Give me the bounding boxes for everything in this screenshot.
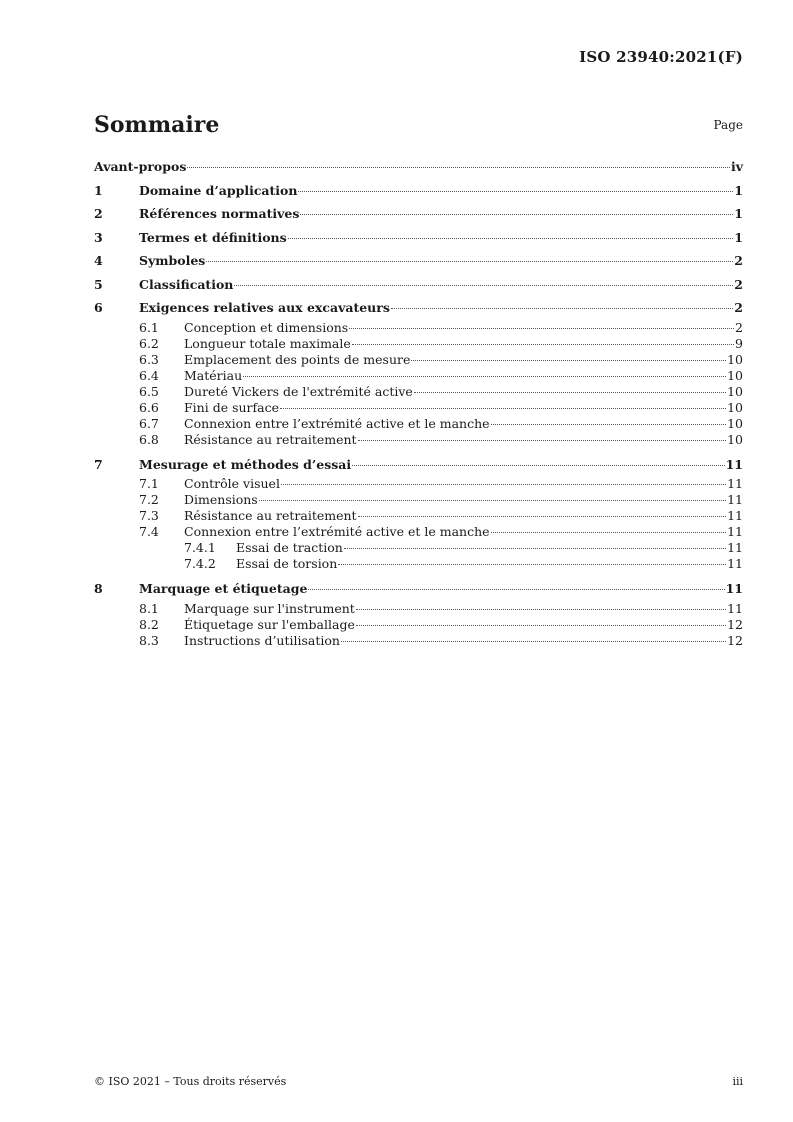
toc-entry-page: 2 — [734, 276, 743, 292]
dot-leader — [352, 465, 724, 466]
toc-subsection-6-7[interactable] — [94, 416, 743, 432]
toc-entry-title: Marquage et étiquetage — [139, 581, 308, 596]
toc-entry-number: 8 — [94, 581, 103, 596]
toc-entry-number: 8.2 — [139, 616, 159, 632]
toc-entry-number: 5 — [94, 276, 103, 292]
toc-entry-page: 10 — [727, 351, 743, 367]
toc-subsection-6-5[interactable] — [94, 384, 743, 400]
toc-entry-page: 9 — [735, 335, 743, 351]
toc-entry-title: Mesurage et méthodes d’essai — [139, 456, 352, 472]
toc-entry-title: Classification — [139, 276, 234, 292]
toc-entry-foreword[interactable] — [94, 155, 743, 179]
dot-leader — [187, 167, 730, 168]
toc-entry-number: 6.7 — [139, 415, 159, 431]
table-of-contents — [94, 155, 743, 654]
toc-entry-page: 1 — [734, 229, 743, 245]
toc-entry-number: 6.3 — [139, 351, 159, 367]
toc-entry-page: 11 — [727, 476, 743, 491]
toc-entry-number: 6 — [94, 300, 103, 315]
toc-subsection-7-4-2[interactable] — [94, 556, 743, 572]
toc-entry-number: 7.2 — [139, 492, 159, 507]
toc-entry-page: 2 — [734, 300, 743, 315]
toc-entry-number: 7.4.1 — [184, 540, 216, 555]
toc-section-3[interactable] — [94, 226, 743, 250]
dot-leader — [308, 589, 724, 590]
dot-leader — [491, 532, 727, 533]
dot-leader — [288, 238, 734, 239]
toc-entry-page: 10 — [727, 399, 743, 415]
toc-entry-title: Marquage sur l'instrument — [184, 600, 355, 616]
toc-entry-number: 4 — [94, 253, 103, 268]
toc-subsection-6-4[interactable] — [94, 368, 743, 384]
dot-leader — [358, 516, 727, 517]
toc-entry-page: 2 — [734, 253, 743, 268]
toc-entry-title: Symboles — [139, 253, 206, 268]
toc-entry-number: 6.6 — [139, 399, 159, 415]
toc-entry-title: Dureté Vickers de l'extrémité active — [184, 383, 413, 399]
dot-leader — [281, 484, 726, 485]
toc-subsection-6-1[interactable] — [94, 320, 743, 336]
toc-entry-page: 1 — [734, 182, 743, 198]
toc-section-8[interactable] — [94, 577, 743, 601]
toc-entry-number: 8.1 — [139, 600, 159, 616]
toc-entry-page: 12 — [727, 616, 743, 632]
document-id: ISO 23940:2021(F) — [579, 48, 743, 66]
dot-leader — [358, 440, 727, 441]
toc-section-7[interactable] — [94, 453, 743, 477]
toc-subsection-7-4-1[interactable] — [94, 540, 743, 556]
toc-subsection-6-3[interactable] — [94, 352, 743, 368]
toc-entry-title: Connexion entre l’extrémité active et le manche — [184, 524, 490, 539]
toc-section-4[interactable] — [94, 249, 743, 273]
page-number: iii — [732, 1075, 743, 1088]
toc-entry-title: Matériau — [184, 367, 243, 383]
toc-entry-page: 11 — [725, 456, 743, 472]
toc-title: Sommaire — [94, 112, 220, 138]
toc-subsection-7-1[interactable] — [94, 476, 743, 492]
dot-leader — [243, 376, 726, 377]
toc-subsection-6-6[interactable] — [94, 400, 743, 416]
toc-entry-page: iv — [730, 159, 743, 174]
toc-entry-number: 2 — [94, 206, 103, 221]
toc-entry-page: 10 — [727, 383, 743, 399]
toc-section-5[interactable] — [94, 273, 743, 297]
toc-entry-page: 1 — [734, 206, 743, 221]
toc-subsection-8-2[interactable] — [94, 617, 743, 633]
toc-entry-title: Contrôle visuel — [184, 476, 280, 491]
toc-entry-page: 11 — [727, 540, 743, 555]
dot-leader — [414, 392, 726, 393]
toc-entry-title: Étiquetage sur l'emballage — [184, 616, 355, 632]
toc-entry-number: 1 — [94, 182, 103, 198]
dot-leader — [341, 641, 726, 642]
toc-section-1[interactable] — [94, 179, 743, 203]
dot-leader — [411, 360, 726, 361]
dot-leader — [391, 308, 733, 309]
page-column-label: Page — [713, 118, 743, 132]
toc-entry-number: 6.4 — [139, 367, 159, 383]
dot-leader — [234, 285, 733, 286]
toc-entry-title: Instructions d’utilisation — [184, 632, 340, 648]
copyright-notice: © ISO 2021 – Tous droits réservés — [94, 1075, 287, 1088]
toc-section-2[interactable] — [94, 202, 743, 226]
toc-entry-title: Essai de traction — [236, 540, 343, 555]
toc-subsection-6-2[interactable] — [94, 336, 743, 352]
toc-entry-page: 11 — [727, 600, 743, 616]
toc-entry-number: 7.3 — [139, 508, 159, 523]
toc-subsection-6-8[interactable] — [94, 432, 743, 448]
toc-entry-title: Dimensions — [184, 492, 258, 507]
dot-leader — [356, 609, 726, 610]
toc-entry-number: 7.4.2 — [184, 556, 216, 571]
dot-leader — [352, 344, 734, 345]
toc-entry-title: Résistance au retraitement — [184, 431, 357, 447]
toc-entry-page: 11 — [727, 492, 743, 507]
toc-entry-title: Emplacement des points de mesure — [184, 351, 411, 367]
toc-subsection-8-1[interactable] — [94, 601, 743, 617]
dot-leader — [298, 191, 733, 192]
dot-leader — [206, 261, 733, 262]
dot-leader — [300, 214, 733, 215]
toc-subsection-8-3[interactable] — [94, 633, 743, 649]
toc-entry-title: Exigences relatives aux excavateurs — [139, 300, 390, 315]
toc-entry-page: 10 — [727, 415, 743, 431]
toc-entry-number: 7.4 — [139, 524, 159, 539]
dot-leader — [356, 625, 726, 626]
toc-entry-page: 11 — [727, 524, 743, 539]
toc-entry-page: 2 — [735, 319, 743, 335]
toc-entry-title: Essai de torsion — [236, 556, 338, 571]
toc-entry-title: Domaine d’application — [139, 182, 298, 198]
toc-entry-title: Fini de surface — [184, 399, 279, 415]
toc-entry-page: 10 — [727, 367, 743, 383]
dot-leader — [259, 500, 726, 501]
toc-entry-number: 3 — [94, 229, 103, 245]
toc-entry-number: 7 — [94, 456, 103, 472]
toc-entry-page: 12 — [727, 632, 743, 648]
toc-entry-page: 11 — [725, 581, 743, 596]
toc-entry-title: Conception et dimensions — [184, 319, 349, 335]
toc-subsection-7-2[interactable] — [94, 492, 743, 508]
toc-entry-number: 7.1 — [139, 476, 159, 491]
toc-entry-title: Termes et définitions — [139, 229, 287, 245]
section-spacer — [94, 649, 743, 654]
toc-entry-number: 6.2 — [139, 335, 159, 351]
toc-entry-number: 6.8 — [139, 431, 159, 447]
dot-leader — [280, 408, 726, 409]
dot-leader — [338, 564, 726, 565]
toc-entry-page: 10 — [727, 431, 743, 447]
toc-entry-page: 11 — [727, 556, 743, 571]
dot-leader — [491, 424, 727, 425]
toc-subsection-7-3[interactable] — [94, 508, 743, 524]
toc-section-6[interactable] — [94, 296, 743, 320]
toc-entry-title: Références normatives — [139, 206, 300, 221]
toc-entry-number: 6.1 — [139, 319, 159, 335]
toc-entry-title: Avant-propos — [94, 159, 187, 174]
toc-entry-title: Résistance au retraitement — [184, 508, 357, 523]
dot-leader — [344, 548, 726, 549]
toc-entry-page: 11 — [727, 508, 743, 523]
toc-entry-number: 8.3 — [139, 632, 159, 648]
toc-subsection-7-4[interactable] — [94, 524, 743, 540]
toc-entry-number: 6.5 — [139, 383, 159, 399]
toc-entry-title: Connexion entre l’extrémité active et le manche — [184, 415, 490, 431]
toc-entry-title: Longueur totale maximale — [184, 335, 351, 351]
dot-leader — [349, 328, 734, 329]
